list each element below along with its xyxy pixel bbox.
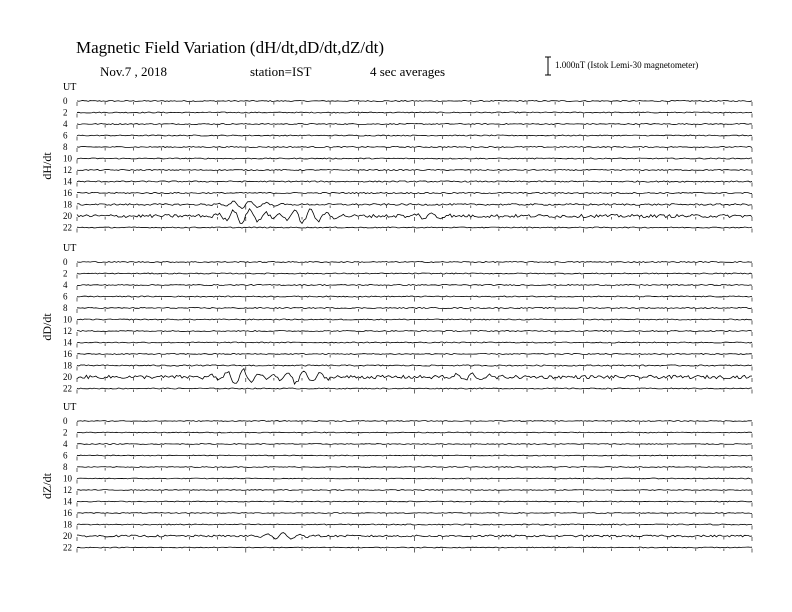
trace-line [77,227,752,228]
panel-ylabel: dZ/dt [40,473,54,499]
trace-line [77,513,752,514]
hour-label: 14 [63,337,72,348]
time-ticks [77,137,752,141]
scale-bar-label: 1.000nT (Istok Lemi-30 magnetometer) [555,60,699,70]
time-ticks [77,468,752,472]
time-ticks [77,183,752,187]
hour-label: 16 [63,188,72,198]
trace-line [77,135,752,136]
panel-ylabel: dH/dt [40,152,54,180]
trace-line [77,261,752,262]
time-ticks [77,514,752,518]
time-ticks [77,194,752,198]
hour-label: 6 [63,291,68,302]
trace-line [77,388,752,389]
trace-line [77,123,752,124]
time-ticks [77,537,752,541]
hour-label: 10 [63,153,72,164]
trace-line [77,365,752,366]
trace-line [77,490,752,491]
hour-label: 4 [63,439,68,449]
time-ticks [77,332,752,336]
hour-label: 12 [63,326,72,336]
time-ticks [77,125,752,129]
time-ticks [77,445,752,449]
hour-label: 0 [63,257,68,267]
hour-label: 0 [63,96,68,106]
hour-label: 16 [63,508,72,518]
trace-line [77,455,752,456]
hour-label: 18 [63,360,72,371]
ut-label: UT [63,402,77,413]
hour-label: 10 [63,314,72,325]
time-ticks [77,355,752,359]
time-ticks [77,367,752,371]
trace-line [77,478,752,479]
hour-label: 14 [63,496,72,507]
hour-label: 6 [63,450,68,461]
hour-label: 8 [63,142,68,152]
hour-label: 18 [63,199,72,210]
time-ticks [77,491,752,495]
time-ticks [77,321,752,325]
trace-line [77,158,752,159]
time-ticks [77,229,752,233]
chart-title: Magnetic Field Variation (dH/dt,dD/dt,dZ/dt) [76,38,385,57]
trace-line [77,353,752,354]
hour-label: 4 [63,119,68,129]
trace-line [77,319,752,320]
hour-label: 8 [63,303,68,313]
time-ticks [77,114,752,118]
hour-label: 14 [63,176,72,187]
hour-label: 8 [63,462,68,472]
time-ticks [77,171,752,175]
hour-label: 2 [63,107,68,118]
trace-line [77,100,752,101]
hour-label: 16 [63,349,72,359]
trace-line [77,547,752,548]
hour-label: 12 [63,165,72,175]
hour-label: 20 [63,372,72,382]
hour-label: 22 [63,542,72,553]
panel-ylabel: dD/dt [40,313,54,341]
trace-line [77,444,752,445]
trace-line [77,501,752,502]
panel-dD-dt [40,243,752,394]
time-ticks [77,102,752,106]
hour-label: 18 [63,519,72,530]
time-ticks [77,263,752,267]
trace-line [77,169,752,170]
hour-label: 20 [63,531,72,541]
time-ticks [77,422,752,426]
time-ticks [77,549,752,553]
hour-label: 2 [63,268,68,279]
time-ticks [77,275,752,279]
trace-line [77,273,752,274]
time-ticks [77,457,752,461]
panel-dZ-dt [40,402,752,553]
panel-dH-dt [40,82,752,233]
time-ticks [77,206,752,210]
time-ticks [77,344,752,348]
hour-label: 10 [63,473,72,484]
station-label: station=IST [250,64,312,79]
time-ticks [77,390,752,394]
trace-line [77,112,752,113]
trace-line [77,209,752,224]
time-ticks [77,526,752,530]
trace-line [77,192,752,193]
ut-label: UT [63,82,77,93]
time-ticks [77,480,752,484]
time-ticks [77,503,752,507]
trace-line [77,524,752,525]
hour-label: 22 [63,383,72,394]
trace-line [77,342,752,343]
trace-line [77,307,752,308]
hour-label: 22 [63,222,72,233]
time-ticks [77,286,752,290]
trace-line [77,284,752,285]
trace-line [77,146,752,147]
hour-label: 6 [63,130,68,141]
trace-line [77,181,752,182]
trace-line [77,421,752,422]
trace-line [77,467,752,468]
trace-line [77,432,752,433]
averaging-label: 4 sec averages [370,64,446,79]
hour-label: 4 [63,280,68,290]
ut-label: UT [63,243,77,254]
time-ticks [77,160,752,164]
time-ticks [77,148,752,152]
trace-line [77,296,752,297]
time-ticks [77,309,752,313]
trace-line [77,330,752,331]
hour-label: 12 [63,485,72,495]
time-ticks [77,378,752,382]
date-label: Nov.7 , 2018 [100,64,168,79]
hour-label: 2 [63,427,68,438]
hour-label: 20 [63,211,72,221]
hour-label: 0 [63,416,68,426]
time-ticks [77,298,752,302]
time-ticks [77,434,752,438]
